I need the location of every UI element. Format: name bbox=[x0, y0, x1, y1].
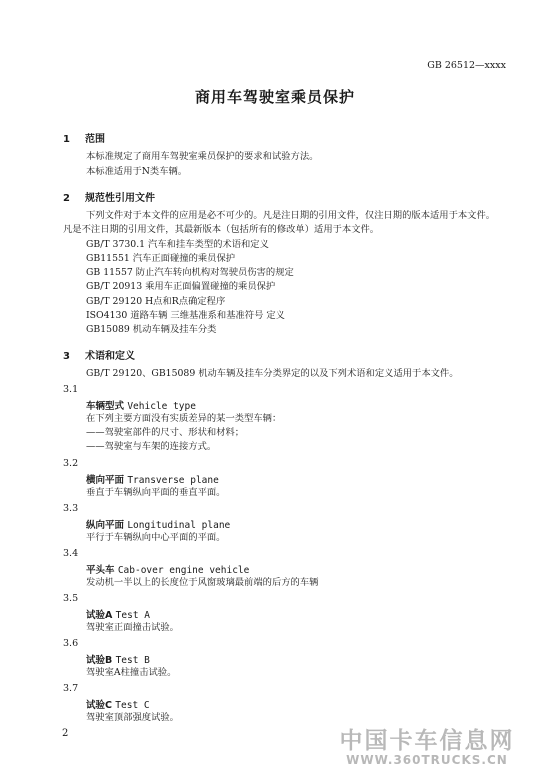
reference-item: GB/T 20913 乘用车正面偏置碰撞的乘员保护 bbox=[86, 281, 276, 292]
section-1-line: 本标准适用于N类车辆。 bbox=[86, 166, 188, 177]
section-3-heading: 3 术语和定义 bbox=[63, 351, 135, 362]
term-definition: ——驾驶室部件的尺寸、形状和材料； bbox=[86, 427, 245, 438]
term-heading: 横向平面 Transverse plane bbox=[86, 475, 219, 486]
term-number: 3.5 bbox=[63, 593, 79, 604]
term-number: 3.6 bbox=[63, 638, 79, 649]
term-definition: 垂直于车辆纵向平面的垂直平面。 bbox=[86, 487, 226, 498]
reference-item: GB/T 29120 H点和R点确定程序 bbox=[86, 296, 226, 307]
section-1-heading: 1 范围 bbox=[63, 134, 105, 145]
reference-item: GB15089 机动车辆及挂车分类 bbox=[86, 324, 217, 335]
term-definition: 驾驶室A柱撞击试验。 bbox=[86, 667, 177, 678]
term-number: 3.2 bbox=[63, 458, 79, 469]
term-definition: 平行于车辆纵向中心平面的平面。 bbox=[86, 532, 226, 543]
section-2-heading: 2 规范性引用文件 bbox=[63, 193, 155, 204]
reference-item: ISO4130 道路车辆 三维基准系和基准符号 定义 bbox=[86, 310, 285, 321]
watermark-en: WWW.360TRUCKS.CN bbox=[346, 753, 508, 767]
term-heading: 平头车 Cab-over engine vehicle bbox=[86, 565, 250, 576]
term-definition: 驾驶室顶部强度试验。 bbox=[86, 712, 179, 723]
watermark-cn: 中国卡车信息网 bbox=[339, 728, 515, 754]
section-2-intro: 下列文件对于本文件的应用是必不可少的。凡是注日期的引用文件，仅注日期的版本适用于本文件。 bbox=[86, 210, 496, 221]
term-number: 3.3 bbox=[63, 503, 79, 514]
term-number: 3.7 bbox=[63, 683, 79, 694]
term-heading: 车辆型式 Vehicle type bbox=[86, 401, 196, 412]
watermark bbox=[312, 722, 542, 767]
section-2-intro: 凡是不注日期的引用文件，其最新版本（包括所有的修改单）适用于本文件。 bbox=[63, 224, 380, 235]
term-heading: 试验C Test C bbox=[86, 700, 150, 711]
page-number: 2 bbox=[62, 728, 69, 739]
term-number: 3.4 bbox=[63, 548, 79, 559]
section-3-intro: GB/T 29120、GB15089 机动车辆及挂车分类界定的以及下列术语和定义适用于本文件。 bbox=[86, 368, 459, 379]
term-definition: 驾驶室正面撞击试验。 bbox=[86, 622, 179, 633]
term-definition: 发动机一半以上的长度位于风窗玻璃最前端的后方的车辆 bbox=[86, 577, 319, 588]
standard-code: GB 26512—xxxx bbox=[427, 60, 506, 71]
document-title: 商用车驾驶室乘员保护 bbox=[194, 88, 355, 106]
section-1-line: 本标准规定了商用车驾驶室乘员保护的要求和试验方法。 bbox=[86, 151, 319, 162]
term-heading: 试验B Test B bbox=[86, 655, 150, 666]
term-number: 3.1 bbox=[63, 384, 79, 395]
term-definition: 在下列主要方面没有实质差异的某一类型车辆： bbox=[86, 413, 282, 424]
term-heading: 纵向平面 Longitudinal plane bbox=[86, 520, 231, 531]
reference-item: GB/T 3730.1 汽车和挂车类型的术语和定义 bbox=[86, 239, 269, 250]
term-definition: ——驾驶室与车架的连接方式。 bbox=[86, 441, 217, 452]
reference-item: GB11551 汽车正面碰撞的乘员保护 bbox=[86, 253, 236, 264]
reference-item: GB 11557 防止汽车转向机构对驾驶员伤害的规定 bbox=[86, 267, 294, 278]
term-heading: 试验A Test A bbox=[86, 610, 150, 621]
